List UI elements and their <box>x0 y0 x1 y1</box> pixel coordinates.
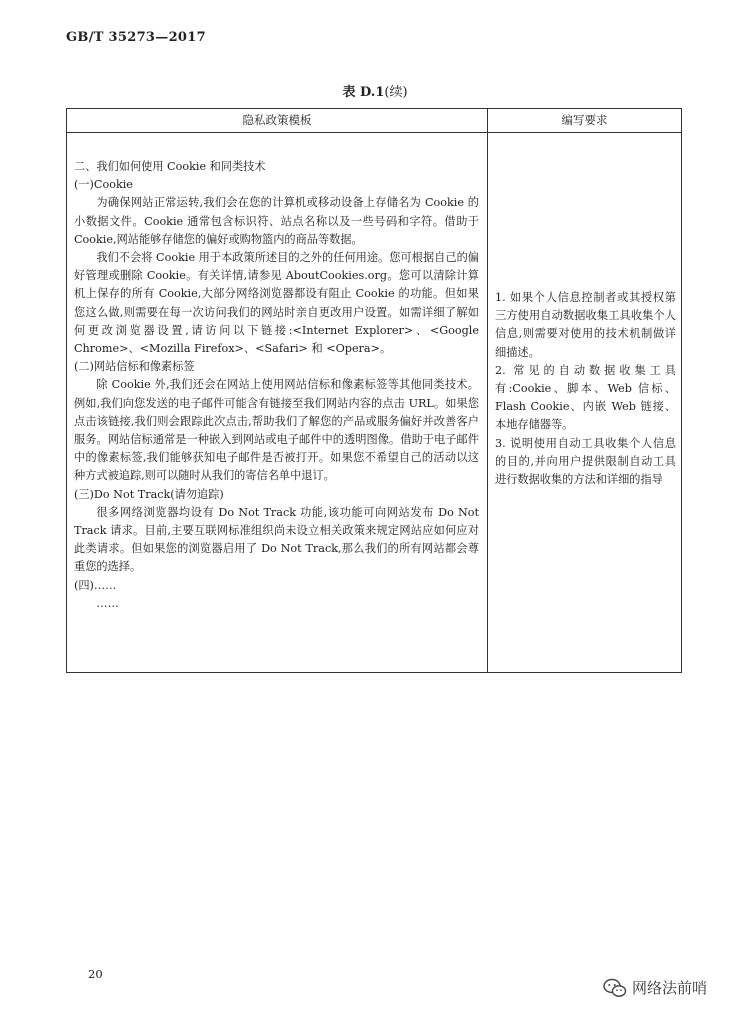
requirements-content <box>495 289 676 489</box>
section-four-heading: (四)…… <box>74 578 117 592</box>
table-title-suffix: (续) <box>384 85 408 100</box>
wechat-icon <box>603 978 627 998</box>
column-divider <box>487 109 488 672</box>
header-template: 隐私政策模板 <box>242 113 312 127</box>
page-number: 20 <box>88 967 103 981</box>
beacon-heading: (二)网站信标和像素标签 <box>74 360 195 374</box>
cookie-paragraph-2: 我们不会将 Cookie 用于本政策所述目的之外的任何用途。您可根据自己的偏好管理或删除 Cookie。有关详情,请参见 AboutCookies.org。您可以清除计算机上保存的所有 Cookie,大部分网络浏览器都设有阻止 Cookie 的功能。但如果您这么做,则需要在每一次访问我们的网站时亲自更改用户设置。如需详细了解如何更改浏览器设置,请访问以下链接:<Internet Explorer>、<Google Chrome>、<Mozilla Firefox>、<Safari> 和 <Opera>。 <box>74 251 479 356</box>
requirement-2: 2. 常见的自动数据收集工具有:Cookie、脚本、Web 信标、Flash Cookie、内嵌 Web 链接、本地存储器等。 <box>495 363 676 432</box>
dnt-paragraph: 很多网络浏览器均设有 Do Not Track 功能,该功能可向网站发布 Do Not Track 请求。目前,主要互联网标准组织尚未设立相关政策来规定网站应如何应对此类请求。但如果您的浏览器启用了 Do Not Track,那么我们的所有网站都会尊重您的选择。 <box>74 505 479 574</box>
section-heading: 二、我们如何使用 Cookie 和同类技术 <box>74 160 266 173</box>
template-content <box>74 158 479 613</box>
cookie-heading: (一)Cookie <box>74 178 133 192</box>
table-title-label: 表 D.1 <box>342 85 385 100</box>
requirement-1: 1. 如果个人信息控制者或其授权第三方使用自动数据收集工具收集个人信息,则需要对使用的技术机制做详细描述。 <box>495 291 676 359</box>
policy-table <box>66 108 682 673</box>
cookie-paragraph-1: 为确保网站正常运转,我们会在您的计算机或移动设备上存储名为 Cookie 的小数据文件。Cookie 通常包含标识符、站点名称以及一些号码和字符。借助于 Cookie,网站能够存储您的偏好或购物篮内的商品等数据。 <box>74 196 479 246</box>
table-title <box>0 81 750 100</box>
header-requirements: 编写要求 <box>561 113 608 127</box>
requirement-3: 3. 说明使用自动工具收集个人信息的目的,并向用户提供限制自动工具进行数据收集的方法和详细的指导 <box>495 436 676 487</box>
beacon-paragraph: 除 Cookie 外,我们还会在网站上使用网站信标和像素标签等其他同类技术。例如,我们向您发送的电子邮件可能含有链接至我们网站内容的点击 URL。如果您点击该链接,我们则会跟踪此次点击,帮助我们了解您的产品或服务偏好并改善客户服务。网站信标通常是一种嵌入到网站或电子邮件中的透明图像。借助于电子邮件中的像素标签,我们能够获知电子邮件是否被打开。如果您不希望自己的活动以这种方式被追踪,则可以随时从我们的寄信名单中退订。 <box>74 378 479 483</box>
watermark <box>603 977 707 998</box>
header-divider <box>67 132 681 133</box>
watermark-text: 网络法前哨 <box>632 979 708 997</box>
standard-number: GB/T 35273—2017 <box>66 30 206 45</box>
dnt-heading: (三)Do Not Track(请勿追踪) <box>74 487 224 501</box>
ellipsis: …… <box>96 596 119 610</box>
